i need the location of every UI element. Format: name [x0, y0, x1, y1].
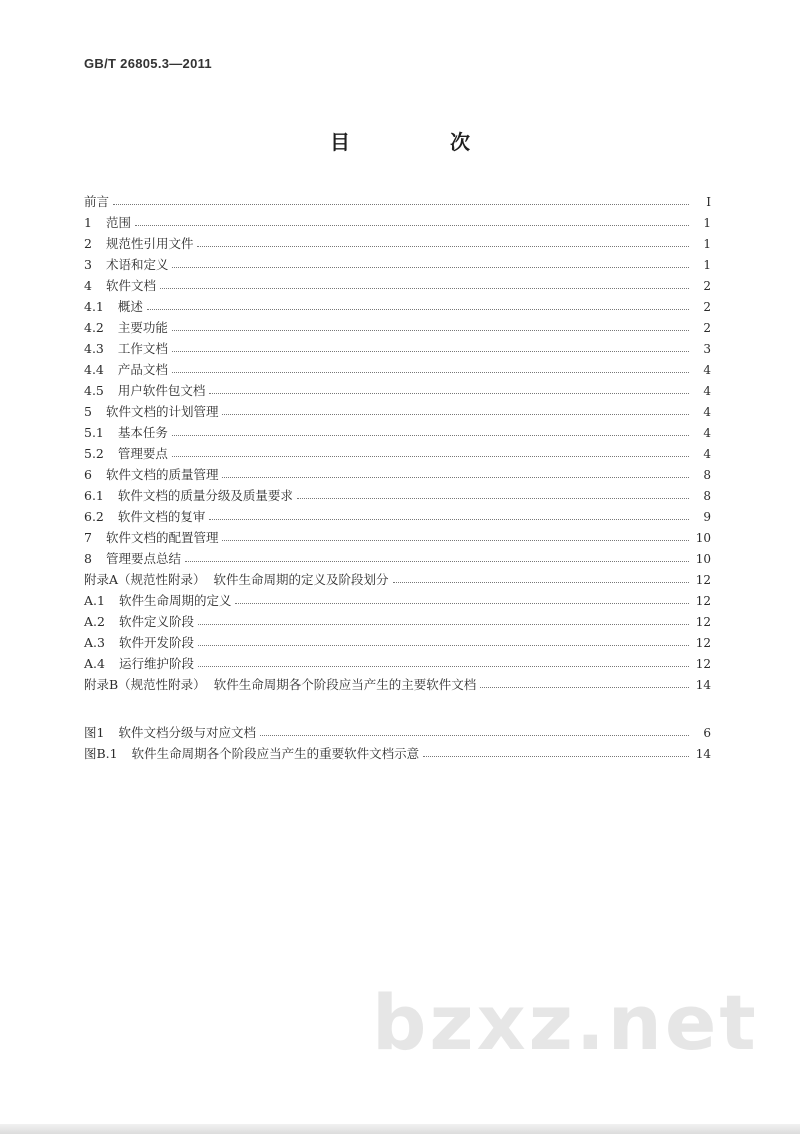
toc-entry-title: 概述 [117, 299, 143, 314]
toc-entry-page-number: 12 [695, 573, 711, 587]
toc-entry-number: 5 [84, 404, 92, 419]
toc-entry-page-number: 8 [703, 489, 711, 503]
toc-entry-leader-dots [222, 414, 689, 415]
toc-entry[interactable] [84, 590, 711, 611]
toc-entry-page-number: 9 [703, 510, 711, 524]
toc-entry[interactable] [84, 212, 711, 233]
toc-entry-title: 前言 [84, 194, 110, 209]
toc-entry-title: 软件文档 [105, 278, 156, 293]
toc-entry-title: 软件文档的质量分级及质量要求 [117, 488, 293, 503]
toc-entry-number: 附录A（规范性附录） [84, 572, 206, 587]
toc-entry[interactable] [84, 569, 711, 590]
document-code: GB/T 26805.3—2011 [84, 56, 212, 71]
toc-entry[interactable] [84, 422, 711, 443]
toc-entry-title: 用户软件包文档 [117, 383, 206, 398]
toc-entry-leader-dots [480, 687, 689, 688]
figure-entry-title: 软件文档分级与对应文档 [118, 725, 256, 740]
toc-entry[interactable] [84, 674, 711, 695]
toc-entry-number: 1 [84, 215, 92, 230]
toc-entry-title: 术语和定义 [105, 257, 169, 272]
figure-entry[interactable] [84, 722, 711, 743]
toc-entry[interactable] [84, 464, 711, 485]
toc-entry-title: 软件生命周期的定义及阶段划分 [213, 572, 389, 587]
toc-entry-title: 软件文档的复审 [117, 509, 206, 524]
toc-entry-title: 范围 [105, 215, 131, 230]
toc-entry-page-number: 4 [703, 447, 711, 461]
toc-entry-page-number: 4 [703, 384, 711, 398]
toc-entry-page-number: 3 [703, 342, 711, 356]
toc-entry[interactable] [84, 296, 711, 317]
toc-entry-page-number: 12 [695, 657, 711, 671]
figure-entry-number: 图1 [84, 725, 105, 740]
toc-entry[interactable] [84, 506, 711, 527]
toc-entry-number: 5.2 [84, 446, 104, 461]
toc-entry-page-number: 12 [695, 594, 711, 608]
toc-entry-title: 软件文档的配置管理 [105, 530, 219, 545]
toc-entry-leader-dots [198, 645, 689, 646]
toc-entry[interactable] [84, 359, 711, 380]
toc-entry-page-number: 2 [703, 321, 711, 335]
toc-entry-leader-dots [198, 624, 689, 625]
toc-entry-number: 6.1 [84, 488, 104, 503]
toc-entry-leader-dots [393, 582, 689, 583]
toc-entry[interactable] [84, 527, 711, 548]
toc-entry-page-number: 8 [703, 468, 711, 482]
figure-entry-leader-dots [423, 756, 689, 757]
toc-entry[interactable] [84, 254, 711, 275]
toc-entry-title: 软件文档的计划管理 [105, 404, 219, 419]
figure-entry-page-number: 14 [695, 747, 711, 761]
toc-entry-page-number: 10 [695, 531, 711, 545]
toc-entry-page-number: 1 [703, 216, 711, 230]
toc-entry-leader-dots [172, 435, 689, 436]
toc-entry-number: 8 [84, 551, 92, 566]
toc-list [84, 191, 711, 695]
toc-entry-leader-dots [135, 225, 689, 226]
toc-entry-number: 4.5 [84, 383, 104, 398]
toc-entry-leader-dots [209, 393, 689, 394]
toc-entry-leader-dots [235, 603, 689, 604]
toc-entry-title: 基本任务 [117, 425, 168, 440]
toc-entry-leader-dots [197, 246, 689, 247]
figure-entry-number: 图B.1 [84, 746, 118, 761]
toc-entry-number: 3 [84, 257, 92, 272]
toc-entry-number: A.1 [84, 593, 105, 608]
toc-entry-number: 7 [84, 530, 92, 545]
toc-entry-number: 4 [84, 278, 92, 293]
toc-entry-leader-dots [209, 519, 689, 520]
toc-entry-number: 2 [84, 236, 92, 251]
toc-entry-number: A.2 [84, 614, 105, 629]
toc-entry-number: 4.2 [84, 320, 104, 335]
toc-entry[interactable] [84, 653, 711, 674]
toc-entry-leader-dots [172, 456, 689, 457]
toc-entry[interactable] [84, 380, 711, 401]
toc-entry-title: 运行维护阶段 [118, 656, 194, 671]
toc-entry-leader-dots [172, 351, 689, 352]
toc-entry-title: 管理要点总结 [105, 551, 181, 566]
toc-entry[interactable] [84, 548, 711, 569]
toc-entry-number: 5.1 [84, 425, 104, 440]
toc-entry-title: 软件开发阶段 [118, 635, 194, 650]
toc-entry-title: 软件文档的质量管理 [105, 467, 219, 482]
toc-entry-number: 4.1 [84, 299, 104, 314]
toc-entry-page-number: 2 [703, 300, 711, 314]
figure-entry-page-number: 6 [703, 726, 711, 740]
toc-entry-title: 软件定义阶段 [118, 614, 194, 629]
toc-entry[interactable] [84, 401, 711, 422]
toc-entry-page-number: 10 [695, 552, 711, 566]
toc-entry-leader-dots [160, 288, 689, 289]
toc-entry-page-number: 4 [703, 405, 711, 419]
toc-entry-number: 6.2 [84, 509, 104, 524]
toc-entry-number: 4.3 [84, 341, 104, 356]
toc-entry-number: 4.4 [84, 362, 104, 377]
toc-entry-title: 软件生命周期各个阶段应当产生的主要软件文档 [213, 677, 477, 692]
toc-entry-page-number: 12 [695, 615, 711, 629]
watermark: bzxz.net [372, 978, 759, 1067]
toc-entry-title: 工作文档 [117, 341, 168, 356]
toc-entry[interactable] [84, 233, 711, 254]
toc-entry-leader-dots [172, 330, 689, 331]
toc-entry-page-number: 1 [703, 258, 711, 272]
toc-entry-page-number: I [706, 195, 711, 209]
toc-entry-leader-dots [172, 267, 689, 268]
toc-entry[interactable] [84, 485, 711, 506]
toc-entry-number: 附录B（规范性附录） [84, 677, 206, 692]
toc-entry-title: 规范性引用文件 [105, 236, 194, 251]
toc-entry[interactable] [84, 191, 711, 212]
toc-entry-leader-dots [198, 666, 689, 667]
toc-entry-page-number: 12 [695, 636, 711, 650]
toc-entry-title: 管理要点 [117, 446, 168, 461]
toc-entry[interactable] [84, 611, 711, 632]
page-title: 目 次 [330, 130, 510, 154]
toc-entry-page-number: 4 [703, 426, 711, 440]
toc-entry[interactable] [84, 443, 711, 464]
toc-entry-leader-dots [113, 204, 689, 205]
toc-entry-title: 产品文档 [117, 362, 168, 377]
toc-entry-leader-dots [222, 477, 689, 478]
figure-list [84, 722, 711, 764]
toc-entry-leader-dots [297, 498, 689, 499]
toc-entry-number: 6 [84, 467, 92, 482]
figure-entry-leader-dots [260, 735, 689, 736]
toc-entry-number: A.3 [84, 635, 105, 650]
toc-entry[interactable] [84, 317, 711, 338]
toc-entry-page-number: 14 [695, 678, 711, 692]
page-bottom-edge [0, 1124, 800, 1134]
toc-entry-page-number: 2 [703, 279, 711, 293]
toc-entry[interactable] [84, 338, 711, 359]
toc-entry-leader-dots [222, 540, 689, 541]
figure-entry[interactable] [84, 743, 711, 764]
toc-entry-leader-dots [147, 309, 689, 310]
toc-entry[interactable] [84, 632, 711, 653]
toc-entry-leader-dots [172, 372, 689, 373]
toc-entry-number: A.4 [84, 656, 105, 671]
toc-entry-title: 软件生命周期的定义 [118, 593, 232, 608]
figure-entry-title: 软件生命周期各个阶段应当产生的重要软件文档示意 [131, 746, 420, 761]
toc-entry-page-number: 4 [703, 363, 711, 377]
toc-entry-title: 主要功能 [117, 320, 168, 335]
toc-entry[interactable] [84, 275, 711, 296]
toc-entry-page-number: 1 [703, 237, 711, 251]
toc-entry-leader-dots [185, 561, 689, 562]
